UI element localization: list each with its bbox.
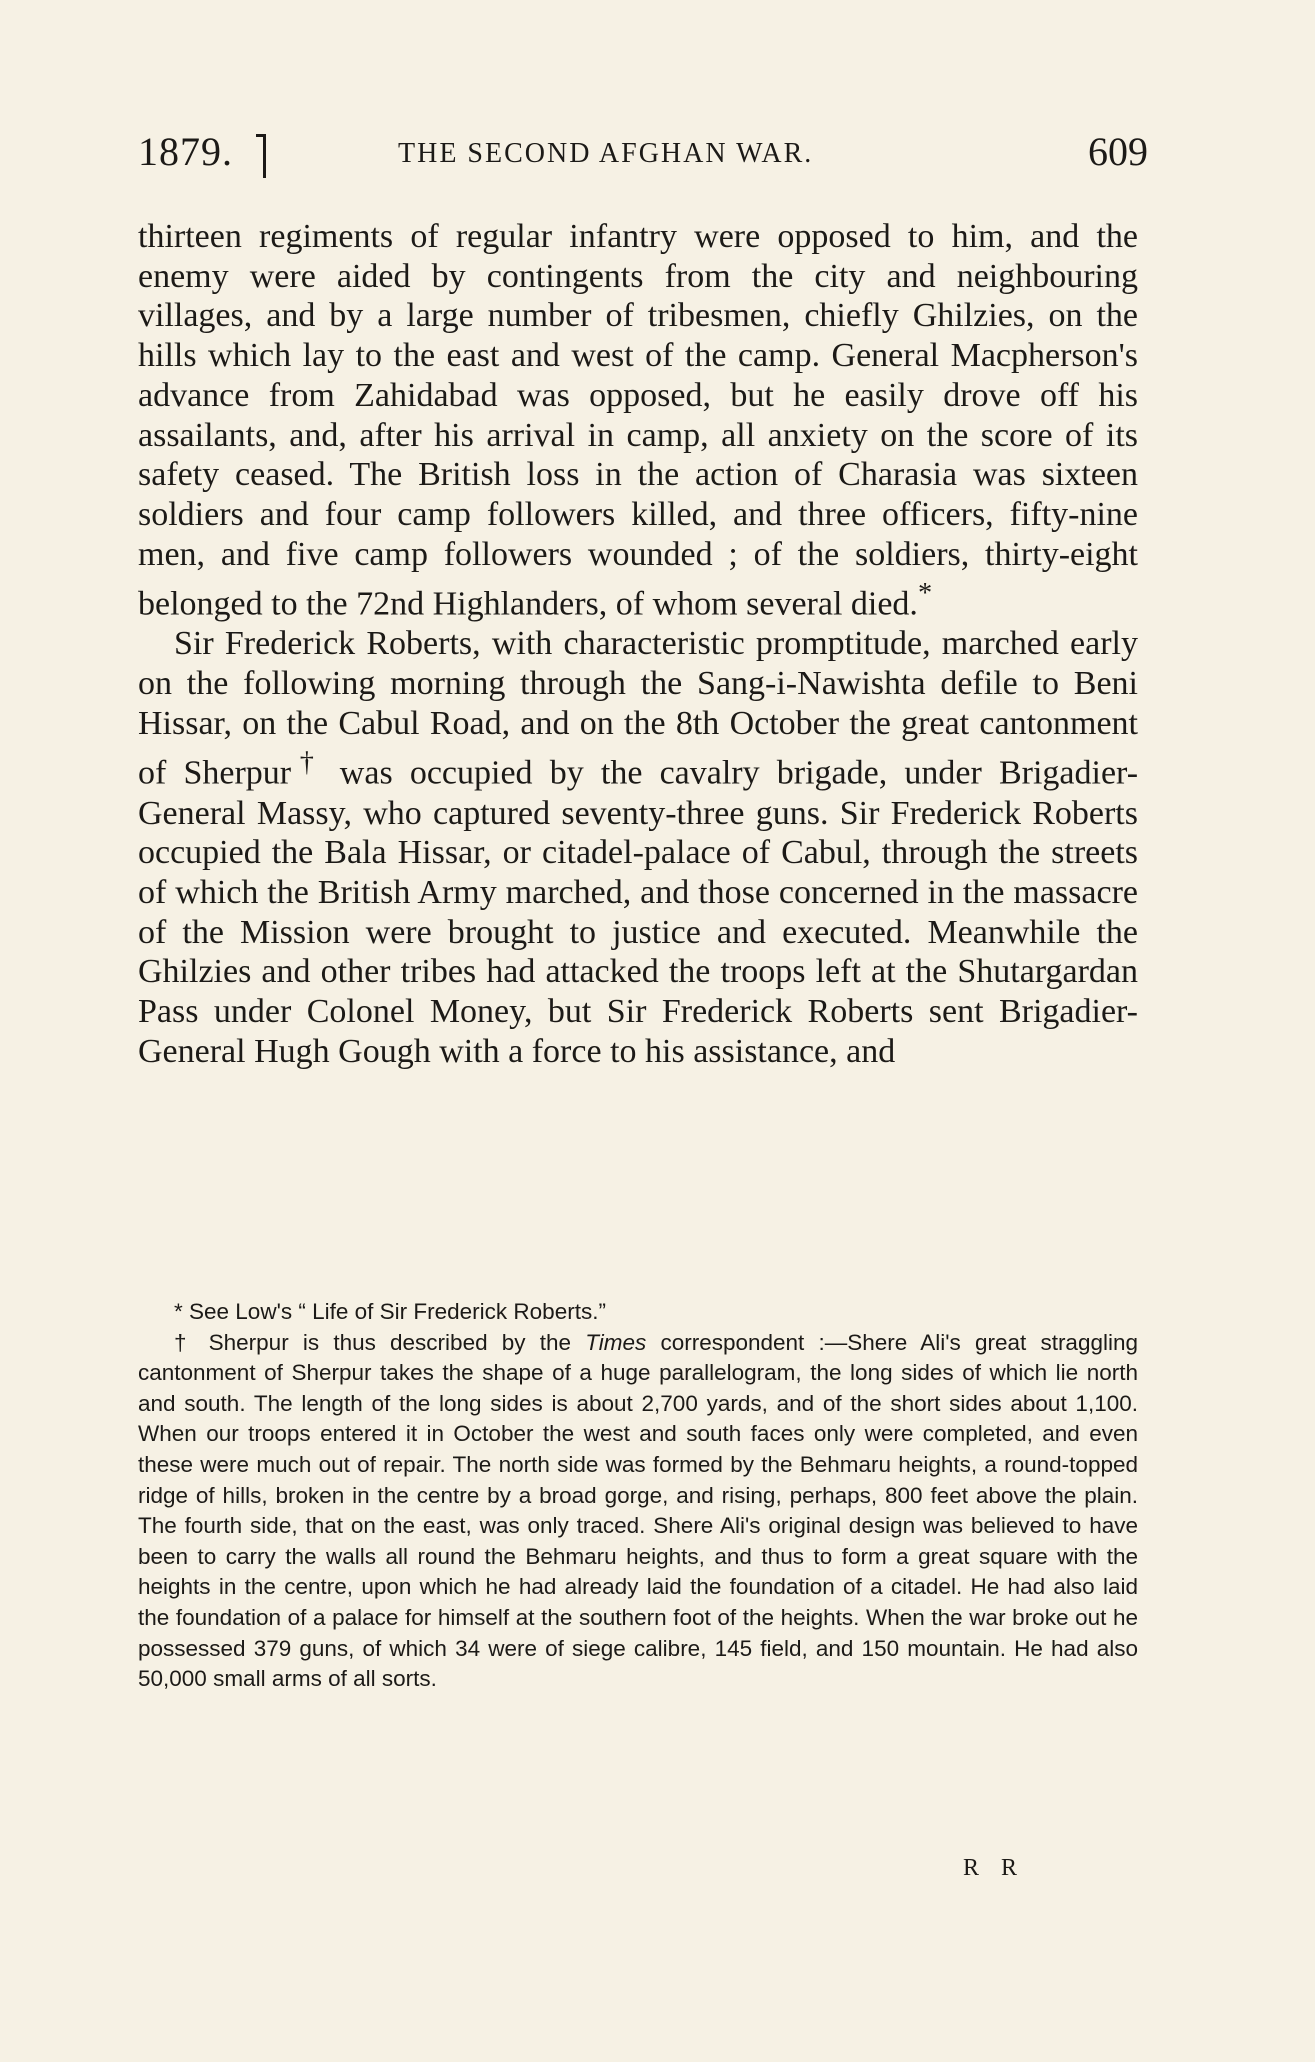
running-head-title: THE SECOND AFGHAN WAR.: [398, 138, 814, 169]
main-text: [138, 217, 1138, 1071]
page-number: 609: [1088, 129, 1148, 174]
footnotes: [138, 1297, 1138, 1695]
paragraph-2-text-b: was occupied by the cavalry brigade, under Brigadier-General Massy, who captured seventy-three guns. Sir Frederick Roberts occupied the Bala Hissar, or citadel-palace of Cabul, through the streets of which the British Army marched, and those concerned in the massacre of the Mission were brought to justice and executed. Meanwhile the Ghilzies and other tribes had attacked the troops left at the Shutargardan Pass under Colonel Money, but Sir Frederick Roberts sent Brigadier-General Hugh Gough with a force to his assistance, and: [138, 754, 1139, 1070]
running-head: [138, 130, 1148, 174]
footnote-1: * See Low's “ Life of Sir Frederick Roberts.”: [174, 1299, 606, 1324]
footnote-2-text-a: Sherpur is thus described by the: [194, 1329, 586, 1355]
paragraph-2-text-a: Sir Frederick Roberts, with characteristic promptitude, marched early on the following morning through the Sang-i-Nawishta defile to Beni Hissar, on the Cabul Road, and on the 8th October the great cantonment of Sherpur: [138, 625, 1138, 792]
paragraph-1-text: thirteen regiments of regular infantry were opposed to him, and the enemy were aided by contingents from the city and neighbouring villages, and by a large number of tribesmen, chiefly Ghilzies, on the hills which lay to the east and west of the camp. General Macpherson's advance from Zahidabad was opposed, but he easily drove off his assailants, and, after his arrival in camp, all anxiety on the score of its safety ceased. The British loss in the action of Charasia was sixteen soldiers and four camp followers killed, and three officers, fifty-nine men, and five camp followers wounded ; of the soldiers, thirty-eight belonged to the 72nd Highlanders, of whom several died.: [138, 218, 1138, 623]
footnote-2-italic: Times: [585, 1329, 647, 1355]
footnote-2-text-b: correspondent :—Shere Ali's great straggling cantonment of Sherpur takes the shape of a huge parallelogram, the long sides of which lie north and south. The length of the long sides is about 2,700 yards, and of the short sides about 1,100. When our troops entered it in October the west and south faces only were completed, and even these were much out of repair. The north side was formed by the Behmaru heights, a round-topped ridge of hills, broken in the centre by a broad gorge, and rising, perhaps, 800 feet above the plain. The fourth side, that on the east, was only traced. Shere Ali's original design was believed to have been to carry the walls all round the Behmaru heights, and thus to form a great square with the heights in the centre, upon which he had already laid the foundation of a citadel. He had also laid the foundation of a palace for himself at the southern foot of the heights. When the war broke out he possessed 379 guns, of which 34 were of siege calibre, 145 field, and 150 mountain. He had also 50,000 small arms of all sorts.: [138, 1329, 1138, 1692]
signature-mark: R R: [963, 1855, 1026, 1881]
footnote-2-mark: †: [174, 1329, 195, 1355]
footnote-ref-2: †: [291, 747, 323, 779]
paragraph-2: [138, 624, 1138, 1071]
footnote-2: [138, 1328, 1138, 1695]
running-head-year: 1879.: [138, 129, 233, 174]
footnote-ref-1: *: [917, 578, 933, 610]
running-head-bracket: [256, 134, 266, 178]
paragraph-1: [138, 217, 1138, 624]
